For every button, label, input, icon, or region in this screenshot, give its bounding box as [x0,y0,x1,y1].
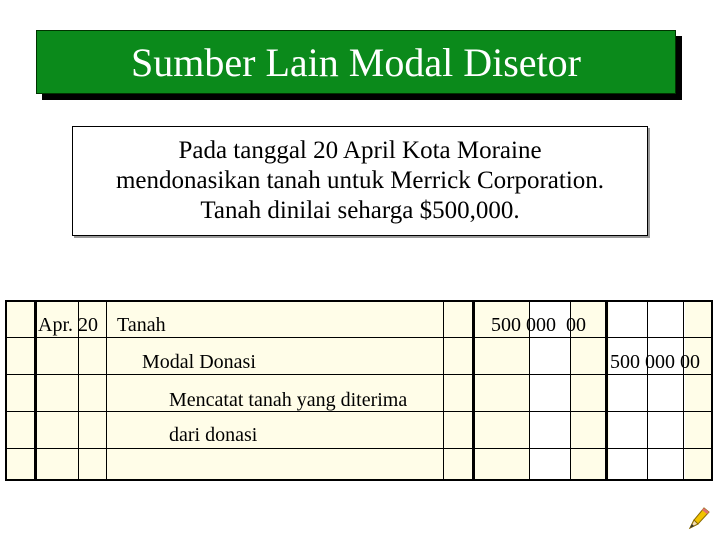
entry-memo-line-2: dari donasi [169,424,258,446]
column-divider [472,302,475,479]
column-divider [106,302,107,479]
page-title: Sumber Lain Modal Disetor [131,39,581,85]
column-divider [34,302,37,479]
title-banner [36,30,676,94]
description-line-3: Tanah dinilai seharga $500,000. [200,197,520,224]
description-line-2: mendonasikan tanah untuk Merrick Corporation. [115,167,605,194]
pencil-icon[interactable] [686,504,712,530]
entry-date: Apr. 20 [38,314,98,336]
entry-debit-amount: 500 000 00 [491,314,586,336]
entry-memo-line-1: Mencatat tanah yang diterima [169,389,408,411]
entry-account-debit: Tanah [117,314,166,336]
journal-table [5,300,713,481]
column-divider [605,302,608,479]
column-divider [443,302,444,479]
description-box [72,126,648,236]
description-line-1: Pada tanggal 20 April Kota Moraine [178,137,542,164]
entry-account-credit: Modal Donasi [142,351,256,373]
column-divider [647,302,648,479]
entry-credit-amount: 500 000 00 [610,351,700,373]
column-divider [683,302,684,479]
